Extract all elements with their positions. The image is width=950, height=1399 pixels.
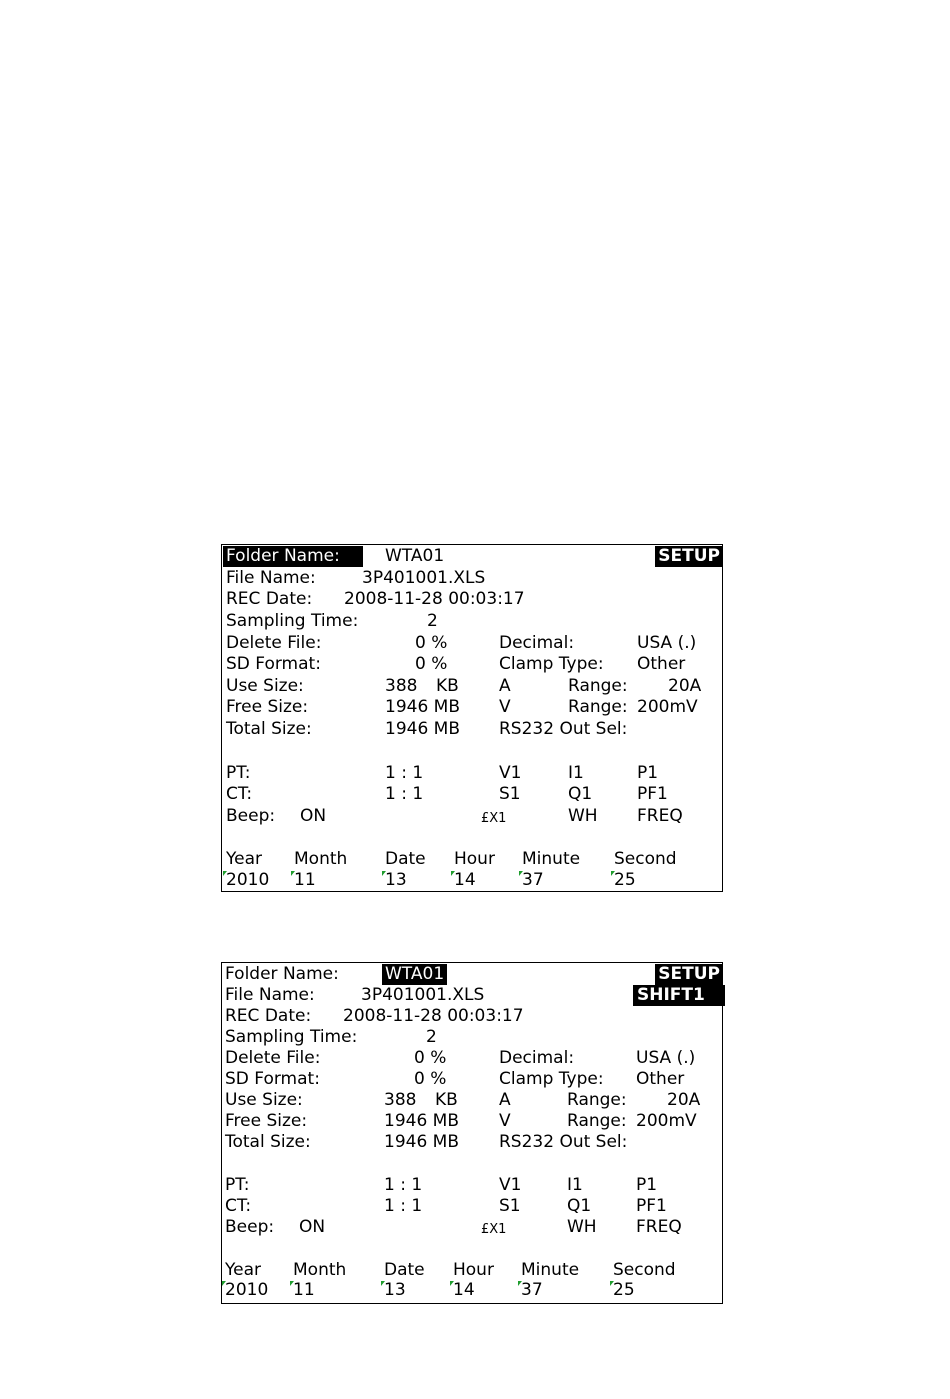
ct-label: CT: <box>226 784 253 804</box>
sd-format-value[interactable]: 0 % <box>415 654 448 674</box>
pt-ratio-value[interactable]: 1 : 1 <box>385 763 424 783</box>
rec-date-value: 2008-11-28 00:03:17 <box>344 589 525 609</box>
folder-name-value[interactable]: WTA01 <box>385 546 445 566</box>
free-size-label: Free Size: <box>225 1111 308 1131</box>
rs232-sel-i1[interactable]: I1 <box>567 1175 583 1195</box>
setup-screen-1 <box>221 544 723 892</box>
month-header: Month <box>294 849 348 869</box>
second-header: Second <box>613 1260 676 1280</box>
year-value[interactable]: 2010 <box>225 1280 269 1300</box>
rs232-sel-freq[interactable]: FREQ <box>636 1217 682 1237</box>
minute-header: Minute <box>522 849 581 869</box>
voltage-range-value[interactable]: 200mV <box>637 697 698 717</box>
use-size-label: Use Size: <box>226 676 304 696</box>
total-size-label: Total Size: <box>225 1132 311 1152</box>
beep-value[interactable]: ON <box>299 1217 326 1237</box>
file-name-label: File Name: <box>226 568 316 588</box>
sampling-time-value[interactable]: 2 <box>426 1027 437 1047</box>
second-value[interactable]: 25 <box>613 1280 635 1300</box>
current-a-label: A <box>499 1090 511 1110</box>
second-value[interactable]: 25 <box>614 870 636 890</box>
month-header: Month <box>293 1260 347 1280</box>
hour-header: Hour <box>454 849 495 869</box>
use-size-value: 388 <box>385 676 418 696</box>
rs232-sel-p1[interactable]: P1 <box>637 763 659 783</box>
use-size-unit: KB <box>436 676 459 696</box>
year-header: Year <box>226 849 262 869</box>
ct-label: CT: <box>225 1196 252 1216</box>
second-header: Second <box>614 849 677 869</box>
pt-label: PT: <box>225 1175 250 1195</box>
file-name-label: File Name: <box>225 985 315 1005</box>
beep-label: Beep: <box>226 806 276 826</box>
delete-file-value[interactable]: 0 % <box>414 1048 447 1068</box>
use-size-unit: KB <box>435 1090 458 1110</box>
clamp-type-label: Clamp Type: <box>499 1069 604 1089</box>
delete-file-label: Delete File: <box>226 633 322 653</box>
rs232-sel-v1[interactable]: V1 <box>499 1175 522 1195</box>
current-range-label: Range: <box>567 1090 627 1110</box>
minute-value[interactable]: 37 <box>522 870 544 890</box>
free-size-value: 1946 MB <box>385 697 460 717</box>
current-range-value[interactable]: 20A <box>668 676 702 696</box>
rec-date-value: 2008-11-28 00:03:17 <box>343 1006 524 1026</box>
date-value[interactable]: 13 <box>385 870 407 890</box>
decimal-label: Decimal: <box>499 1048 575 1068</box>
total-size-value: 1946 MB <box>384 1132 459 1152</box>
file-name-value: 3P401001.XLS <box>362 568 486 588</box>
beep-label: Beep: <box>225 1217 275 1237</box>
delete-file-label: Delete File: <box>225 1048 321 1068</box>
current-range-label: Range: <box>568 676 628 696</box>
setup-mode-badge: SETUP <box>655 546 723 567</box>
rs232-sel-p1[interactable]: P1 <box>636 1175 658 1195</box>
rec-date-label: REC Date: <box>225 1006 312 1026</box>
year-value[interactable]: 2010 <box>226 870 270 890</box>
folder-name-label: Folder Name: <box>225 964 339 984</box>
file-name-value: 3P401001.XLS <box>361 985 485 1005</box>
free-size-value: 1946 MB <box>384 1111 459 1131</box>
sampling-time-label: Sampling Time: <box>226 611 359 631</box>
voltage-v-label: V <box>499 697 511 717</box>
clamp-type-value[interactable]: Other <box>636 1069 685 1089</box>
sd-format-value[interactable]: 0 % <box>414 1069 447 1089</box>
month-value[interactable]: 11 <box>293 1280 315 1300</box>
year-header: Year <box>225 1260 261 1280</box>
rs232-sel-freq[interactable]: FREQ <box>637 806 683 826</box>
voltage-range-label: Range: <box>567 1111 627 1131</box>
rs232-sel-pf1[interactable]: PF1 <box>636 1196 667 1216</box>
rs232-sel-wh[interactable]: WH <box>567 1217 597 1237</box>
decimal-value[interactable]: USA (.) <box>636 1048 696 1068</box>
fx1-label: £X1 <box>481 1222 507 1237</box>
rs232-sel-q1[interactable]: Q1 <box>568 784 593 804</box>
total-size-value: 1946 MB <box>385 719 460 739</box>
clamp-type-label: Clamp Type: <box>499 654 604 674</box>
date-header: Date <box>384 1260 425 1280</box>
minute-value[interactable]: 37 <box>521 1280 543 1300</box>
decimal-value[interactable]: USA (.) <box>637 633 697 653</box>
ct-ratio-value[interactable]: 1 : 1 <box>384 1196 423 1216</box>
setup-mode-badge: SETUP <box>655 964 723 985</box>
sampling-time-value[interactable]: 2 <box>427 611 438 631</box>
decimal-label: Decimal: <box>499 633 575 653</box>
total-size-label: Total Size: <box>226 719 312 739</box>
voltage-range-value[interactable]: 200mV <box>636 1111 697 1131</box>
rs232-sel-v1[interactable]: V1 <box>499 763 522 783</box>
shift1-badge: SHIFT1 <box>633 985 725 1006</box>
ct-ratio-value[interactable]: 1 : 1 <box>385 784 424 804</box>
month-value[interactable]: 11 <box>294 870 316 890</box>
folder-name-value[interactable]: WTA01 <box>382 964 447 985</box>
voltage-range-label: Range: <box>568 697 628 717</box>
clamp-type-value[interactable]: Other <box>637 654 686 674</box>
sd-format-label: SD Format: <box>226 654 321 674</box>
hour-header: Hour <box>453 1260 494 1280</box>
use-size-label: Use Size: <box>225 1090 303 1110</box>
minute-header: Minute <box>521 1260 580 1280</box>
rs232-out-sel-label: RS232 Out Sel: <box>499 719 628 739</box>
hour-value[interactable]: 14 <box>454 870 476 890</box>
rs232-out-sel-label: RS232 Out Sel: <box>499 1132 628 1152</box>
current-a-label: A <box>499 676 511 696</box>
rs232-sel-i1[interactable]: I1 <box>568 763 584 783</box>
rs232-sel-wh[interactable]: WH <box>568 806 598 826</box>
setup-screen-2 <box>221 962 723 1304</box>
rs232-sel-s1[interactable]: S1 <box>499 784 521 804</box>
beep-value[interactable]: ON <box>300 806 327 826</box>
rec-date-label: REC Date: <box>226 589 313 609</box>
pt-label: PT: <box>226 763 251 783</box>
sd-format-label: SD Format: <box>225 1069 320 1089</box>
fx1-label: £X1 <box>481 811 507 826</box>
current-range-value[interactable]: 20A <box>667 1090 701 1110</box>
date-header: Date <box>385 849 426 869</box>
hour-value[interactable]: 14 <box>453 1280 475 1300</box>
pt-ratio-value[interactable]: 1 : 1 <box>384 1175 423 1195</box>
use-size-value: 388 <box>384 1090 417 1110</box>
voltage-v-label: V <box>499 1111 511 1131</box>
rs232-sel-s1[interactable]: S1 <box>499 1196 521 1216</box>
rs232-sel-pf1[interactable]: PF1 <box>637 784 668 804</box>
date-value[interactable]: 13 <box>384 1280 406 1300</box>
free-size-label: Free Size: <box>226 697 309 717</box>
rs232-sel-q1[interactable]: Q1 <box>567 1196 592 1216</box>
folder-name-label: Folder Name: <box>223 546 363 567</box>
delete-file-value[interactable]: 0 % <box>415 633 448 653</box>
sampling-time-label: Sampling Time: <box>225 1027 358 1047</box>
